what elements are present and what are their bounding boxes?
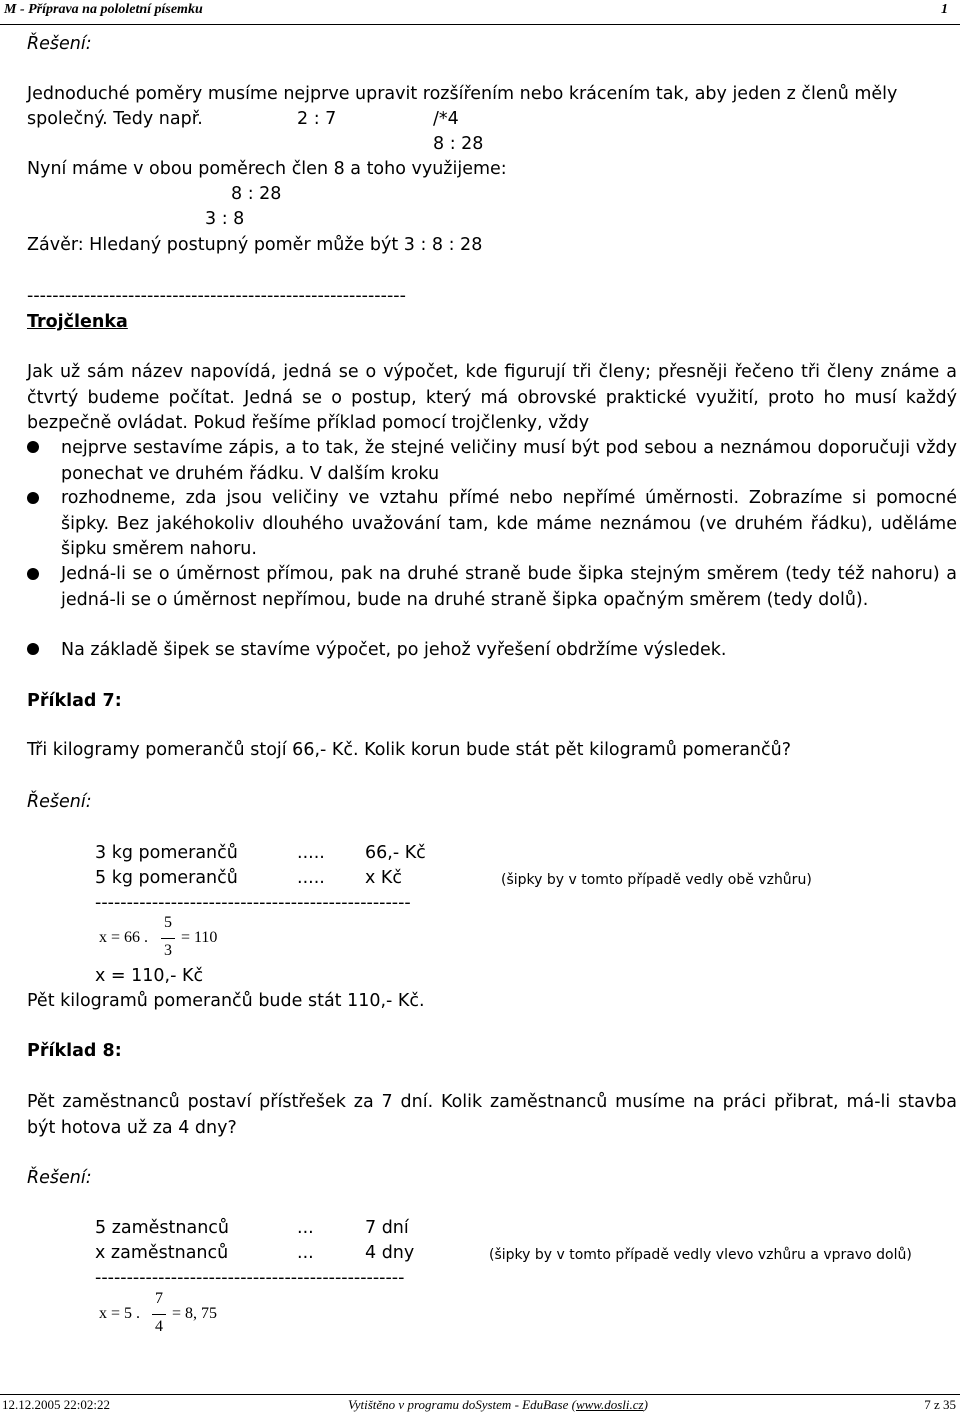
- table-cell: 66,- Kč: [365, 843, 426, 863]
- paragraph-line: společný. Tedy např.: [27, 109, 203, 129]
- formula-right: = 110: [181, 929, 218, 946]
- table-cell: 5 zaměstnanců: [95, 1218, 230, 1238]
- separator: -------------------------------------------------: [95, 1268, 405, 1288]
- list-item: rozhodneme, zda jsou veličiny ve vztahu přímé nebo nepřímé úměrnosti. Zobrazíme si pomocné šipky. Bez jakéhokoliv dlouhého uvažování tam, kde máme neznámou (ve druhém řádku), uděláme šipku směrem nahoru.: [61, 488, 957, 559]
- table-cell: ...: [297, 1243, 314, 1263]
- table-cell: 7 dní: [365, 1218, 409, 1238]
- ratio-line: 8 : 28: [231, 184, 282, 204]
- section-heading: Trojčlenka: [27, 312, 128, 332]
- paragraph-line: Jednoduché poměry musíme nejprve upravit rozšířením nebo krácením tak, aby jeden z členů měly: [27, 84, 898, 104]
- bullet-icon: [27, 492, 39, 504]
- example-heading: Příklad 7:: [27, 691, 122, 711]
- separator: --------------------------------------------------: [95, 893, 411, 913]
- ratio-line: 3 : 8: [205, 209, 245, 229]
- table-cell: x Kč: [365, 868, 403, 888]
- formula-left: x = 66 .: [99, 929, 149, 946]
- footer-printed: [348, 1397, 648, 1413]
- solution-label: Řešení:: [27, 34, 92, 54]
- conclusion: Závěr: Hledaný postupný poměr může být 3 : 8 : 28: [27, 235, 483, 255]
- intro-paragraph: Jak už sám název napovídá, jedná se o výpočet, kde figurují tři členy; přesněji řečeno tři členy známe a čtvrtý budeme počítat. Jedná se o postup, který má obrovské praktické využití, proto ho musí každý bezpečně ovládat. Pokud řešíme příklad pomocí trojčlenky, vždy: [27, 362, 957, 433]
- fraction-denominator: 4: [155, 1318, 163, 1335]
- paragraph-line: Nyní máme v obou poměrech člen 8 a toho využijeme:: [27, 159, 507, 179]
- fraction-bar: [152, 1314, 166, 1315]
- ratio-line: 8 : 28: [433, 134, 484, 154]
- list-item: nejprve sestavíme zápis, a to tak, že stejné veličiny musí být pod sebou a neznámou doporučuji vždy ponechat ve druhém řádku. V dalším kroku: [61, 438, 957, 484]
- fraction-formula: [95, 916, 335, 964]
- footer-date: 12.12.2005 22:02:22: [2, 1397, 110, 1412]
- table-cell: .....: [297, 843, 325, 863]
- fraction-numerator: 7: [155, 1290, 163, 1307]
- footer-link[interactable]: www.dosli.cz: [575, 1397, 644, 1412]
- table-cell: 5 kg pomerančů: [95, 868, 238, 888]
- table-cell: ...: [297, 1218, 314, 1238]
- page-header: [0, 0, 960, 25]
- bullet-icon: [27, 643, 39, 655]
- result: x = 110,- Kč: [95, 966, 204, 986]
- fraction-denominator: 3: [164, 942, 172, 959]
- table-cell: 3 kg pomerančů: [95, 843, 238, 863]
- fraction-bar: [161, 938, 175, 939]
- formula-right: = 8, 75: [172, 1305, 218, 1322]
- ratio-line: 2 : 7: [297, 109, 337, 129]
- note: (šipky by v tomto případě vedly vlevo vzhůru a vpravo dolů): [489, 1247, 912, 1263]
- table-cell: .....: [297, 868, 325, 888]
- formula-left: x = 5 .: [99, 1305, 141, 1322]
- solution-label: Řešení:: [27, 792, 92, 812]
- list-item: Na základě šipek se stavíme výpočet, po jehož vyřešení obdržíme výsledek.: [61, 640, 727, 660]
- fraction-numerator: 5: [164, 914, 172, 931]
- answer: Pět kilogramů pomerančů bude stát 110,- Kč.: [27, 991, 425, 1011]
- page-footer: [0, 1394, 960, 1416]
- bullet-icon: [27, 568, 39, 580]
- separator: ------------------------------------------------------------: [27, 286, 406, 306]
- footer-printed-text: Vytištěno v programu doSystem - EduBase (: [348, 1397, 576, 1412]
- list-item: Jedná-li se o úměrnost přímou, pak na druhé straně bude šipka stejným směrem (tedy též nahoru) a jedná-li se o úměrnost nepřímou, bude na druhé straně šipka opačným směrem (tedy dolů).: [61, 564, 957, 610]
- ratio-operation: /*4: [433, 109, 459, 129]
- footer-printed-end: ): [643, 1397, 648, 1412]
- example-task: Tři kilogramy pomerančů stojí 66,- Kč. Kolik korun bude stát pět kilogramů pomerančů?: [27, 740, 792, 760]
- table-cell: 4 dny: [365, 1243, 415, 1263]
- solution-label: Řešení:: [27, 1168, 92, 1188]
- note: (šipky by v tomto případě vedly obě vzhůru): [501, 872, 812, 888]
- bullet-icon: [27, 441, 39, 453]
- footer-page: 7 z 35: [924, 1397, 956, 1412]
- fraction-formula: [95, 1292, 335, 1340]
- header-title: M - Příprava na pololetní písemku: [4, 2, 203, 17]
- header-page-number: 1: [941, 2, 948, 17]
- table-cell: x zaměstnanců: [95, 1243, 229, 1263]
- example-heading: Příklad 8:: [27, 1041, 122, 1061]
- example-task: Pět zaměstnanců postaví přístřešek za 7 dní. Kolik zaměstnanců musíme na práci přibrat, má-li stavba být hotova už za 4 dny?: [27, 1092, 957, 1138]
